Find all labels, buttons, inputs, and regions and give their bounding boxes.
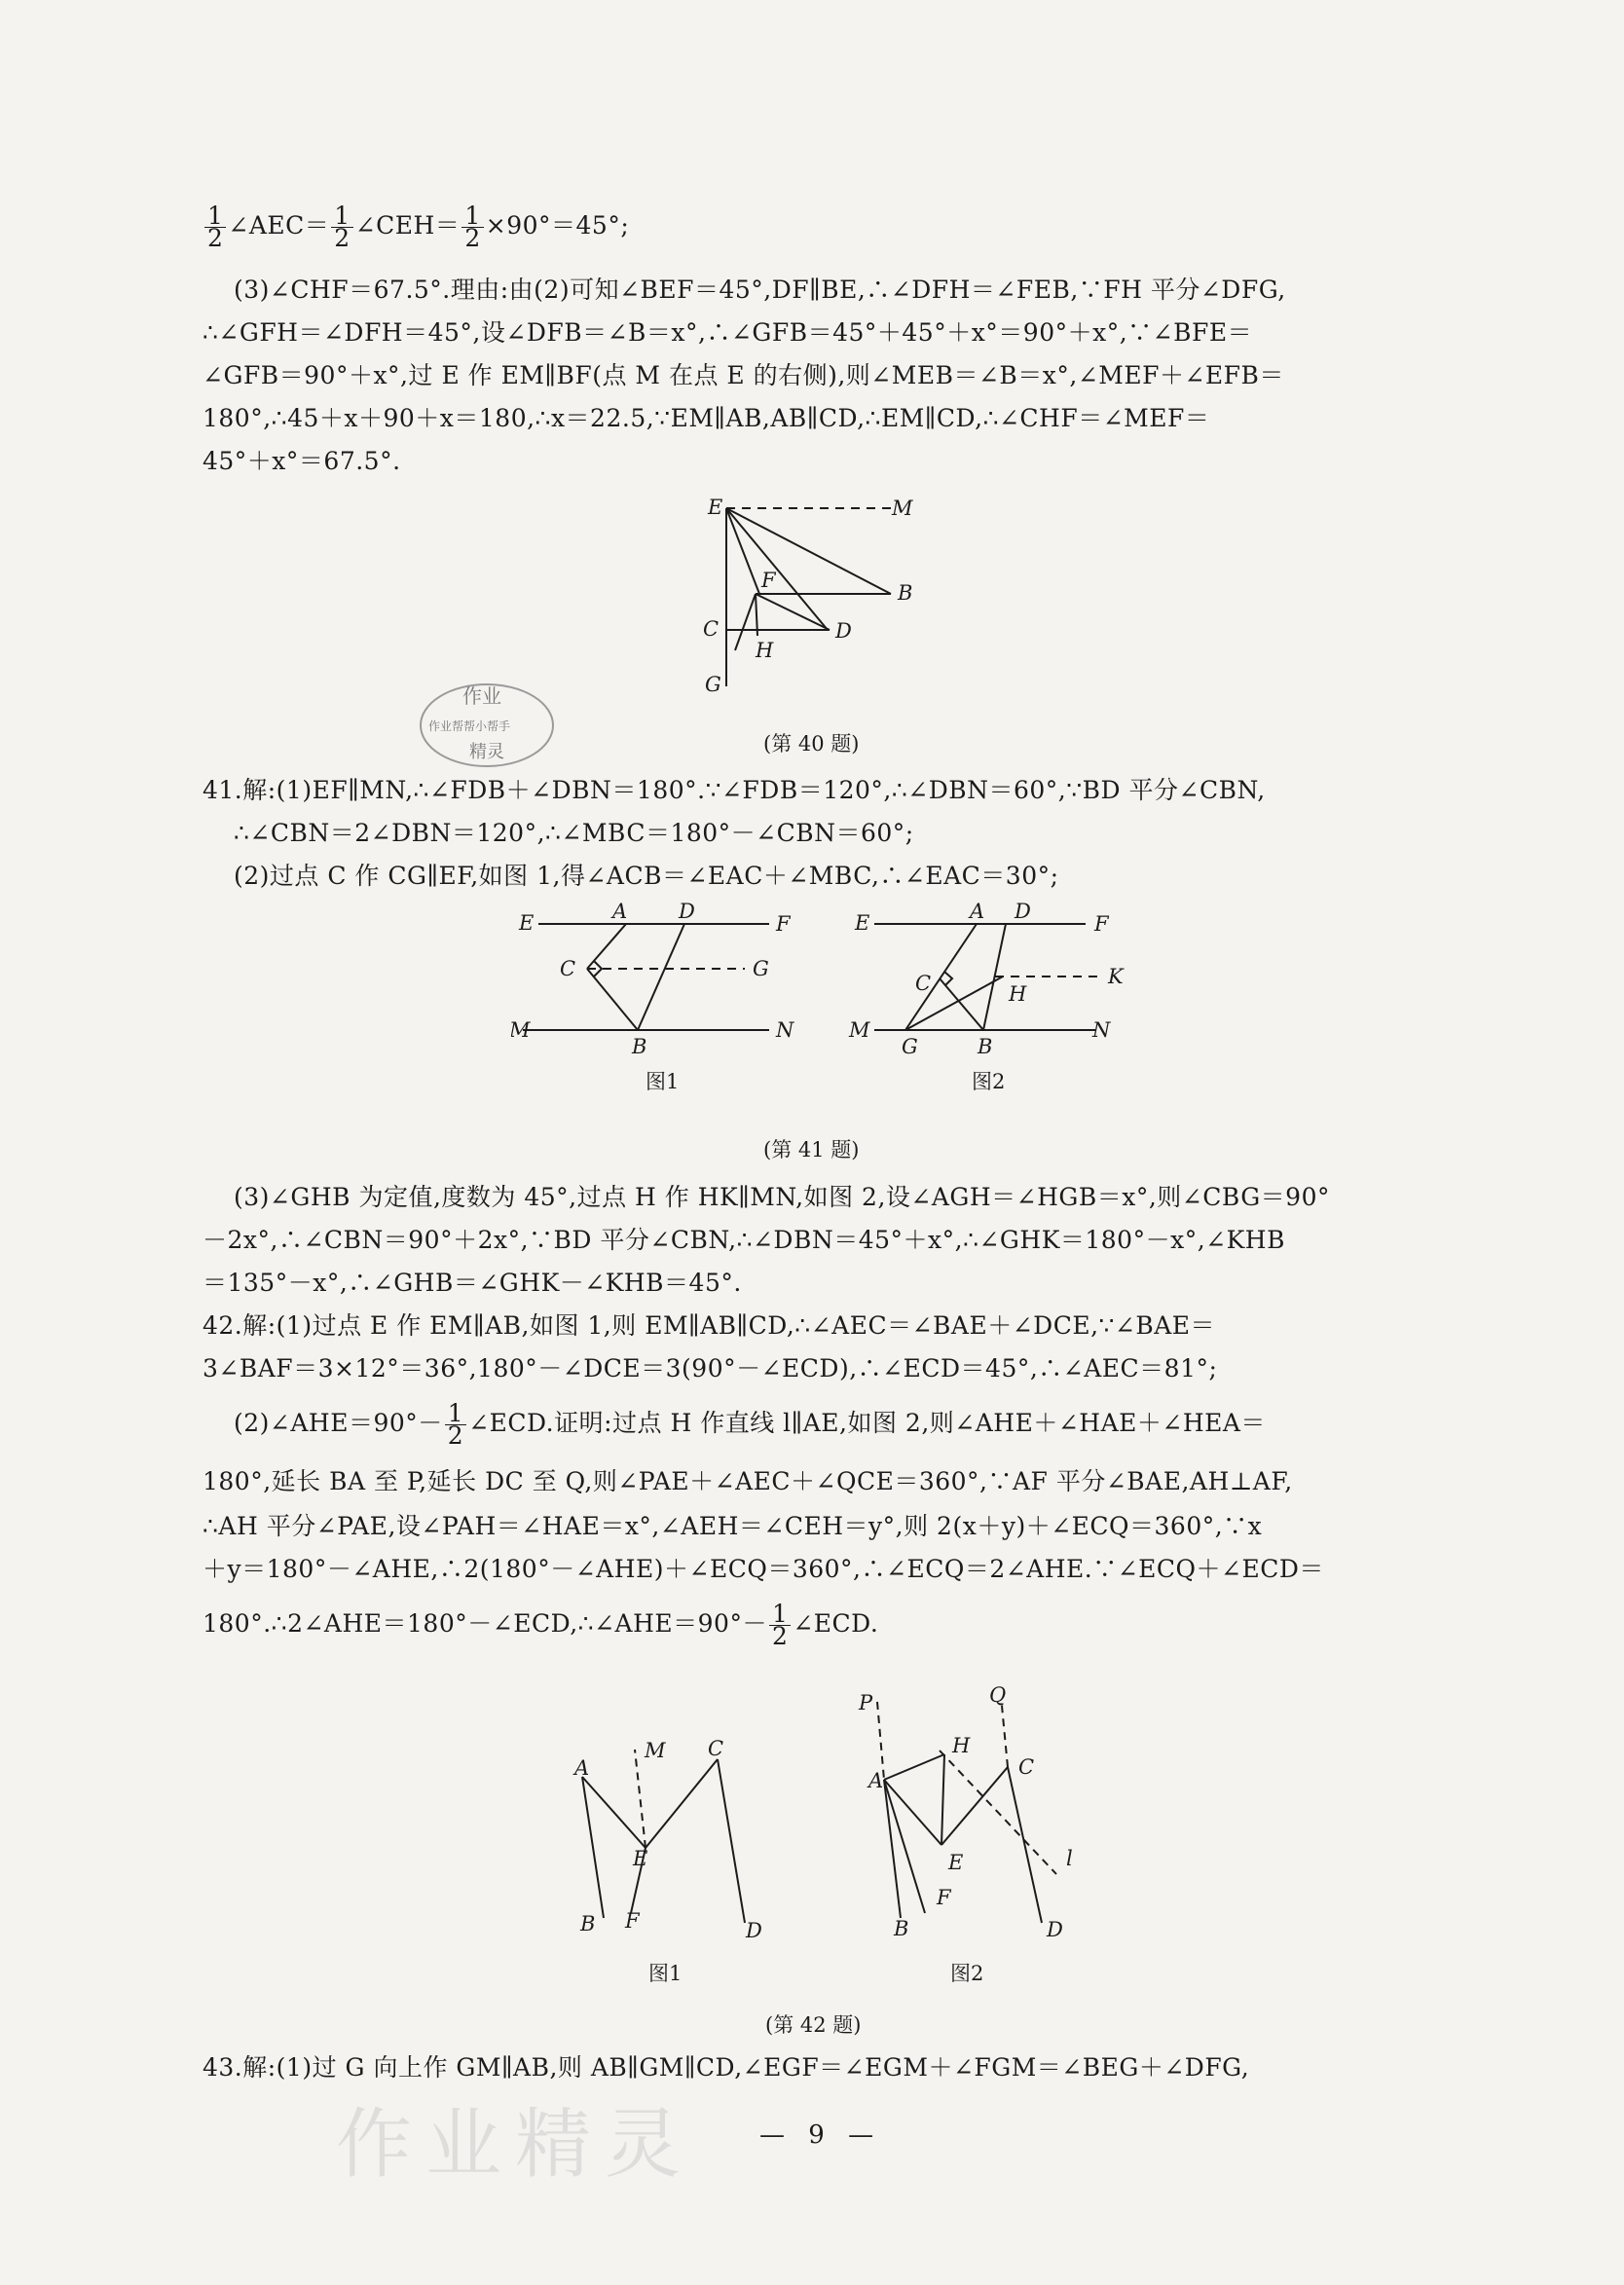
- label-E: E: [708, 496, 723, 519]
- text-line-10: (3)∠GHB 为定值,度数为 45°,过点 H 作 HK∥MN,如图 2,设∠AGH＝∠HGB＝x°,则∠CBG＝90°: [234, 1183, 1330, 1211]
- label-D: D: [1015, 901, 1031, 923]
- svg-text:作业帮帮小帮手: 作业帮帮小帮手: [428, 719, 511, 733]
- label-C: C: [1018, 1755, 1035, 1779]
- label-C: C: [708, 1737, 724, 1760]
- text-line-4: ∠GFB＝90°＋x°,过 E 作 EM∥BF(点 M 在点 E 的右侧),则∠MEB＝∠B＝x°,∠MEF＋∠EFB＝: [203, 361, 1284, 389]
- caption-fig1: 图1: [646, 1070, 680, 1093]
- label-C: C: [703, 617, 720, 641]
- label-N: N: [776, 1018, 794, 1042]
- label-D: D: [679, 901, 695, 923]
- label-H: H: [1009, 982, 1027, 1006]
- text-line-2: (3)∠CHF＝67.5°.理由:由(2)可知∠BEF＝45°,DF∥BE,∴∠DFH＝∠FEB,∵FH 平分∠DFG,: [234, 276, 1286, 304]
- figure-q42-1: [565, 1728, 789, 1991]
- text-line-11: －2x°,∴∠CBN＝90°＋2x°,∵BD 平分∠CBN,∴∠DBN＝45°＋x°,∴∠GHK＝180°－x°,∠KHB: [203, 1226, 1285, 1254]
- caption-q40: (第 40 题): [763, 732, 860, 756]
- label-B: B: [894, 1917, 909, 1940]
- label-F: F: [625, 1909, 640, 1933]
- label-H: H: [756, 639, 774, 662]
- text-line-19: 180°.∴2∠AHE＝180°－∠ECD,∴∠AHE＝90°－ $\frac{1}{2}$ ∠ECD.: [203, 1600, 879, 1650]
- label-B: B: [898, 581, 913, 605]
- fraction: $\frac{1}{2}$: [204, 205, 226, 249]
- label-M: M: [849, 1018, 870, 1042]
- label-D: D: [1047, 1918, 1063, 1941]
- label-F: F: [761, 569, 776, 592]
- fraction: $\frac{1}{2}$: [769, 1603, 791, 1647]
- text-line-15: (2)∠AHE＝90°－ $\frac{1}{2}$ ∠ECD.证明:过点 H 作直线 l∥AE,如图 2,则∠AHE＋∠HAE＋∠HEA＝: [234, 1399, 1266, 1450]
- text-line-7: 41.解:(1)EF∥MN,∴∠FDB＋∠DBN＝180°.∵∠FDB＝120°,∴∠DBN＝60°,∵BD 平分∠CBN,: [203, 776, 1266, 804]
- text-line-9: (2)过点 C 作 CG∥EF,如图 1,得∠ACB＝∠EAC＋∠MBC,∴∠EAC＝30°;: [234, 862, 1059, 890]
- label-Q: Q: [989, 1683, 1007, 1707]
- label-M: M: [892, 497, 913, 520]
- text-line-17: ∴AH 平分∠PAE,设∠PAH＝∠HAE＝x°,∠AEH＝∠CEH＝y°,则 2(x＋y)＋∠ECQ＝360°,∵x: [203, 1512, 1263, 1540]
- label-F: F: [776, 912, 791, 936]
- caption-q41: (第 41 题): [763, 1138, 860, 1161]
- text-line-12: ＝135°－x°,∴∠GHB＝∠GHK－∠KHB＝45°.: [203, 1269, 742, 1297]
- text-line-5: 180°,∴45＋x＋90＋x＝180,∴x＝22.5,∵EM∥AB,AB∥CD,∴EM∥CD,∴∠CHF＝∠MEF＝: [203, 404, 1210, 432]
- fraction: $\frac{1}{2}$: [445, 1403, 466, 1447]
- figure-q41-1: [511, 901, 823, 1095]
- label-B: B: [580, 1912, 596, 1935]
- caption-q42: (第 42 题): [765, 2013, 862, 2037]
- label-F: F: [937, 1886, 951, 1909]
- label-D: D: [746, 1919, 762, 1942]
- figure-q42-2: [847, 1675, 1100, 1991]
- text-line-8: ∴∠CBN＝2∠DBN＝120°,∴∠MBC＝180°－∠CBN＝60°;: [234, 819, 914, 847]
- label-M: M: [511, 1018, 531, 1042]
- label-A: A: [612, 901, 628, 923]
- label-C: C: [915, 972, 932, 995]
- text-line-14: 3∠BAF＝3×12°＝36°,180°－∠DCE＝3(90°－∠ECD),∴∠ECD＝45°,∴∠AEC＝81°;: [203, 1354, 1218, 1382]
- label-E: E: [519, 911, 535, 935]
- label-P: P: [859, 1691, 873, 1714]
- label-H: H: [952, 1734, 971, 1757]
- label-D: D: [835, 619, 852, 643]
- figure-q40: [701, 487, 935, 706]
- label-G: G: [902, 1035, 918, 1058]
- label-E: E: [855, 911, 870, 935]
- fraction: $\frac{1}{2}$: [331, 205, 352, 249]
- label-C: C: [560, 957, 576, 980]
- label-A: A: [970, 901, 985, 923]
- svg-text:精灵: 精灵: [469, 742, 504, 762]
- label-M: M: [645, 1739, 666, 1762]
- caption-fig2: 图2: [972, 1070, 1006, 1093]
- text-line-20: 43.解:(1)过 G 向上作 GM∥AB,则 AB∥GM∥CD,∠EGF＝∠EGM＋∠FGM＝∠BEG＋∠DFG,: [203, 2053, 1250, 2082]
- svg-text:作业: 作业: [462, 684, 501, 708]
- label-A: A: [574, 1756, 590, 1780]
- label-B: B: [632, 1035, 647, 1058]
- watermark: 作业精灵: [336, 2101, 695, 2189]
- label-G: G: [705, 673, 721, 696]
- label-E: E: [948, 1851, 964, 1874]
- caption-fig1: 图1: [648, 1962, 683, 1985]
- label-F: F: [1094, 912, 1109, 936]
- text-line-6: 45°＋x°＝67.5°.: [203, 447, 401, 475]
- label-N: N: [1092, 1018, 1111, 1042]
- label-K: K: [1108, 965, 1124, 988]
- text-line-3: ∴∠GFH＝∠DFH＝45°,设∠DFB＝∠B＝x°,∴∠GFB＝45°＋45°＋x°＝90°＋x°,∵∠BFE＝: [203, 318, 1253, 347]
- label-E: E: [633, 1847, 648, 1870]
- text-line-1: $\frac{1}{2}$ ∠AEC＝ $\frac{1}{2}$ ∠CEH＝ $\frac{1}{2}$ ×90°＝45°;: [203, 204, 1468, 249]
- stamp-logo: [409, 672, 565, 779]
- label-B: B: [978, 1035, 993, 1058]
- label-G: G: [753, 957, 769, 980]
- text-line-16: 180°,延长 BA 至 P,延长 DC 至 Q,则∠PAE＋∠AEC＋∠QCE＝360°,∵AF 平分∠BAE,AH⊥AF,: [203, 1467, 1293, 1495]
- label-l: l: [1066, 1847, 1073, 1870]
- caption-fig2: 图2: [950, 1962, 984, 1985]
- label-A: A: [868, 1769, 884, 1792]
- text-line-18: ＋y＝180°－∠AHE,∴2(180°－∠AHE)＋∠ECQ＝360°,∴∠ECQ＝2∠AHE.∵∠ECQ＋∠ECD＝: [203, 1555, 1324, 1583]
- text-line-13: 42.解:(1)过点 E 作 EM∥AB,如图 1,则 EM∥AB∥CD,∴∠AEC＝∠BAE＋∠DCE,∵∠BAE＝: [203, 1311, 1216, 1340]
- fraction: $\frac{1}{2}$: [461, 205, 483, 249]
- page-number: — 9 —: [759, 2120, 882, 2150]
- figure-q41-2: [847, 901, 1159, 1095]
